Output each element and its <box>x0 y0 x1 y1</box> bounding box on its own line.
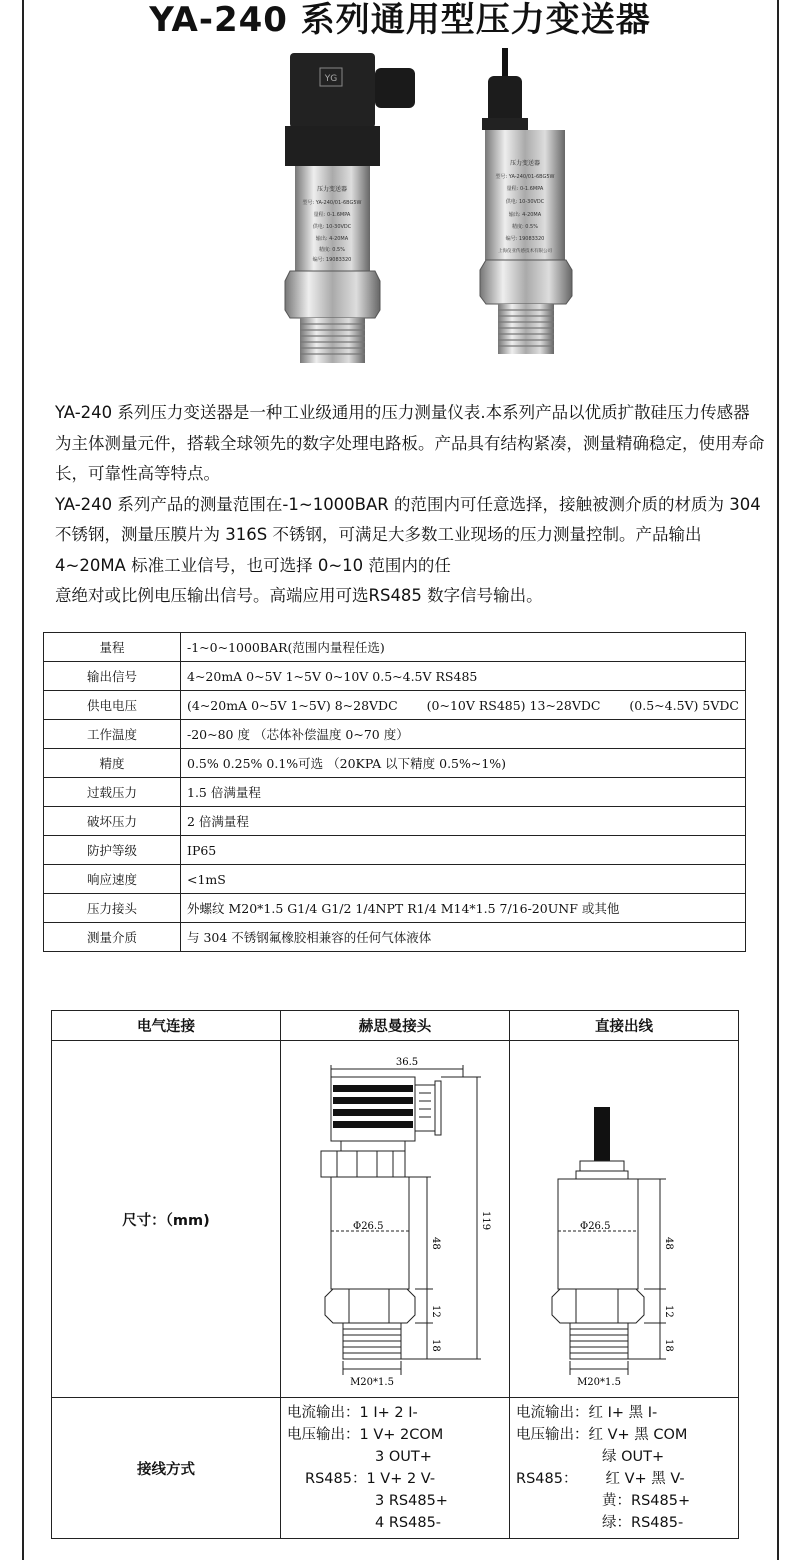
cable-dim-48: 48 <box>663 1237 674 1250</box>
page-title: YA-240 系列通用型压力变送器 <box>149 0 651 40</box>
spec-row <box>44 923 746 952</box>
spec-table <box>43 632 746 952</box>
brand-logo: YG <box>324 74 338 84</box>
cable-dim-thread: M20*1.5 <box>577 1377 621 1388</box>
spec-value <box>181 691 746 720</box>
hirschmann-transmitter-photo <box>285 53 415 363</box>
spec-row <box>44 662 746 691</box>
page-border-right <box>777 0 779 1560</box>
spec-key: 精度 <box>44 749 181 778</box>
hirschmann-dimension-drawing <box>281 1041 509 1393</box>
header-cable: 直接出线 <box>510 1011 739 1041</box>
electrical-table <box>51 1010 739 1539</box>
label-model: 型号: YA-240/01-6BG5W <box>302 200 362 206</box>
label-name: 压力变送器 <box>316 186 348 193</box>
spec-key: 量程 <box>44 633 181 662</box>
spec-key: 破坏压力 <box>44 807 181 836</box>
intro-text <box>55 398 765 612</box>
spec-row <box>44 778 746 807</box>
spec-key: 工作温度 <box>44 720 181 749</box>
label-range: 量程: 0-1.6MPA <box>313 212 351 218</box>
cable-dim-18: 18 <box>663 1339 674 1352</box>
product-photos <box>260 48 590 368</box>
spec-key: 压力接头 <box>44 894 181 923</box>
dim-12: 12 <box>430 1305 441 1318</box>
dim-diameter: Φ26.5 <box>353 1221 384 1232</box>
cable-transmitter-photo <box>480 48 572 354</box>
spec-row <box>44 691 746 720</box>
spec-key: 输出信号 <box>44 662 181 691</box>
svg-text:供电: 10-30VDC: 供电: 10-30VDC <box>505 199 545 205</box>
wiring-line: 红 V+ 黑 V- <box>605 1471 685 1487</box>
svg-text:压力变送器: 压力变送器 <box>509 160 541 167</box>
spec-value: <1mS <box>181 865 746 894</box>
intro-paragraph-2: YA-240 系列产品的测量范围在-1~1000BAR 的范围内可任意选择，接触被测介质的材质为 304不锈钢，测量压膜片为 316S 不锈钢，可满足大多数工业现场的压力测量控制。产品输出 4~20MA 标准工业信号，也可选择 0~10 范围内的任 <box>55 494 761 575</box>
intro-paragraph-1: YA-240 系列压力变送器是一种工业级通用的压力测量仪表.本系列产品以优质扩散硅压力传感器为主体测量元件，搭载全球领先的数字处理电路板。产品具有结构紧凑，测量精确稳定，使用寿命长，可靠性高等特点。 <box>55 403 765 483</box>
spec-key: 响应速度 <box>44 865 181 894</box>
wiring-line: RS485：1 V+ 2 V- <box>305 1471 436 1487</box>
wiring-line: RS485： <box>516 1471 578 1487</box>
wiring-label: 接线方式 <box>52 1398 281 1539</box>
spec-row <box>44 807 746 836</box>
wiring-line: 绿 OUT+ <box>602 1449 665 1465</box>
intro-paragraph-3: 意绝对或比例电压输出信号。高端应用可选RS485 数字信号输出。 <box>55 586 543 605</box>
cable-dim-diameter: Φ26.5 <box>580 1221 611 1232</box>
svg-text:编号: 19083320: 编号: 19083320 <box>505 236 545 242</box>
header-hirschmann: 赫思曼接头 <box>281 1011 510 1041</box>
spec-key: 防护等级 <box>44 836 181 865</box>
svg-text:型号: YA-240/01-6BG5W: 型号: YA-240/01-6BG5W <box>495 174 555 180</box>
spec-value: 0.5% 0.25% 0.1%可选 （20KPA 以下精度 0.5%~1%) <box>181 749 746 778</box>
spec-value: 1.5 倍满量程 <box>181 778 746 807</box>
dim-18: 18 <box>430 1339 441 1352</box>
supply-voltage: (0~10V RS485) 13~28VDC <box>426 697 601 713</box>
svg-text:输出: 4-20MA: 输出: 4-20MA <box>508 212 542 218</box>
label-serial: 编号: 19083320 <box>312 257 352 263</box>
spec-value: -1~0~1000BAR(范围内量程任选) <box>181 633 746 662</box>
page-border-left <box>22 0 24 1560</box>
spec-value: 4~20mA 0~5V 1~5V 0~10V 0.5~4.5V RS485 <box>181 662 746 691</box>
wiring-line: 电压输出：1 V+ 2COM <box>287 1427 444 1443</box>
dim-119: 119 <box>480 1211 491 1231</box>
wiring-line: 电流输出：红 I+ 黑 I- <box>516 1405 658 1421</box>
spec-key: 测量介质 <box>44 923 181 952</box>
label-maker: 上海仪亚传感技术有限公司 <box>498 249 552 254</box>
wiring-line: 3 OUT+ <box>375 1449 432 1465</box>
spec-row <box>44 749 746 778</box>
label-accuracy: 精度: 0.5% <box>319 247 345 253</box>
spec-value: 与 304 不锈钢氟橡胶相兼容的任何气体液体 <box>181 923 746 952</box>
dim-thread: M20*1.5 <box>350 1377 394 1388</box>
hirschmann-drawing-cell <box>281 1041 510 1398</box>
wiring-line: 电压输出：红 V+ 黑 COM <box>516 1427 688 1443</box>
spec-value: -20~80 度 （芯体补偿温度 0~70 度） <box>181 720 746 749</box>
wiring-line: 黄：RS485+ <box>602 1493 691 1509</box>
spec-row <box>44 865 746 894</box>
label-supply: 供电: 10-30VDC <box>312 224 352 230</box>
dim-48: 48 <box>430 1237 441 1250</box>
wiring-line: 绿：RS485- <box>602 1515 684 1531</box>
spec-value: 外螺纹 M20*1.5 G1/4 G1/2 1/4NPT R1/4 M14*1.5 7/16-20UNF 或其他 <box>181 894 746 923</box>
cable-wiring <box>510 1398 739 1539</box>
spec-value: IP65 <box>181 836 746 865</box>
spec-row <box>44 720 746 749</box>
spec-row <box>44 894 746 923</box>
wiring-line: 4 RS485- <box>375 1515 442 1531</box>
cable-dim-12: 12 <box>663 1305 674 1318</box>
spec-value: 2 倍满量程 <box>181 807 746 836</box>
svg-text:精度: 0.5%: 精度: 0.5% <box>512 224 538 230</box>
supply-ratiometric: (0.5~4.5V) 5VDC <box>629 697 739 713</box>
wiring-line: 3 RS485+ <box>375 1493 448 1509</box>
header-electrical: 电气连接 <box>52 1011 281 1041</box>
dimension-label: 尺寸：（mm) <box>52 1041 281 1398</box>
cable-dimension-drawing <box>510 1041 738 1393</box>
cable-drawing-cell <box>510 1041 739 1398</box>
dim-width: 36.5 <box>395 1057 419 1068</box>
spec-key: 过载压力 <box>44 778 181 807</box>
supply-current: (4~20mA 0~5V 1~5V) 8~28VDC <box>187 697 398 713</box>
wiring-line: 电流输出：1 I+ 2 I- <box>287 1405 418 1421</box>
svg-text:量程: 0-1.6MPA: 量程: 0-1.6MPA <box>506 186 544 192</box>
spec-row <box>44 836 746 865</box>
label-output: 输出: 4-20MA <box>315 236 349 242</box>
hirschmann-wiring <box>281 1398 510 1539</box>
spec-key: 供电电压 <box>44 691 181 720</box>
spec-row <box>44 633 746 662</box>
